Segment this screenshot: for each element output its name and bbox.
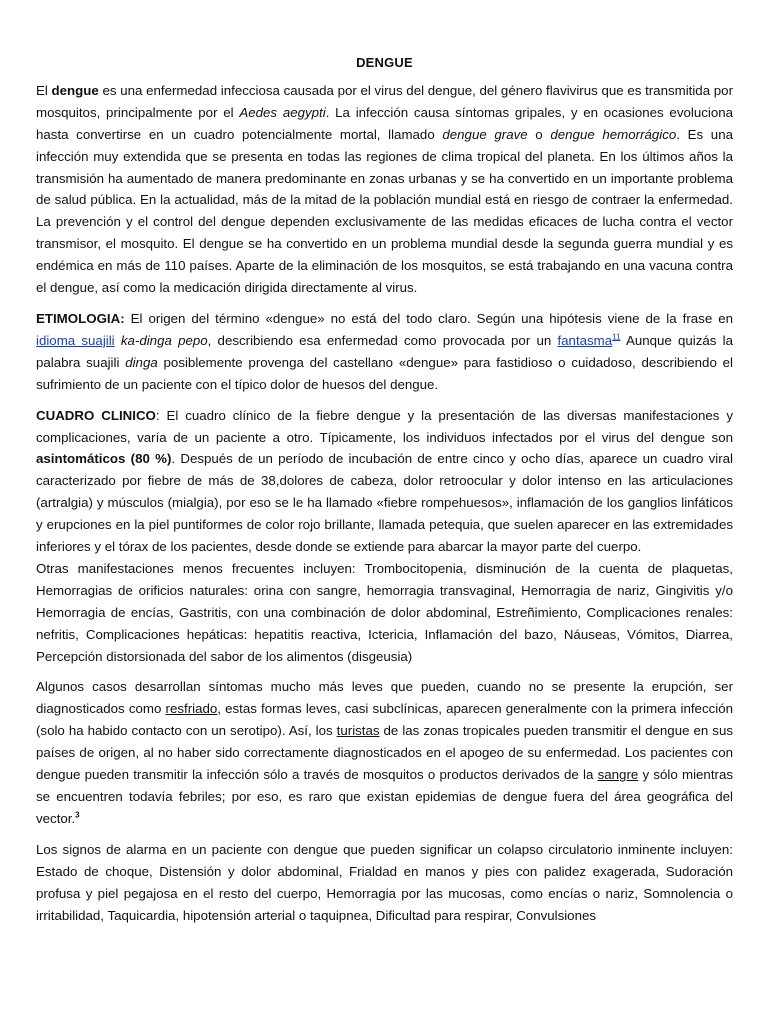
footnote-ref: 3 [75,810,80,820]
fantasma-link[interactable]: fantasma [557,332,613,348]
footnote-ref-link[interactable]: 11 [612,332,621,342]
text-span: . Después de un período de incubación de entre cinco y ocho días, aparece un cuadro viral caracterizado por fiebre de más de 38,dolores de cabeza, dolor retroocular y dolor intenso en las articulaciones (artralgia) y músculos (mialgia), por eso se le ha llamado «fiebre rompehuesos», inflamación de los ganglios linfáticos y erupciones en la piel puntiformes de color rojo brillante, llamada petequia, que suelen aparecer en las extremidades inferiores y el tórax de los pacientes, desde donde se extiende para abarcar la mayor parte del cuerpo. [36,451,733,555]
italic-term: dengue grave [442,126,528,142]
other-manifestations-paragraph: Otras manifestaciones menos frecuentes incluyen: Trombocitopenia, disminución de la cuenta de plaquetas, Hemorragias de orificios naturales: orina con sangre, hemorragia transvaginal, Hemorragia de nariz, Gingivitis y/o Hemorragia de encías, Gastritis, con una combinación de dolor abdominal, Estreñimiento, Complicaciones renales: nefritis, Complicaciones hepáticas: hepatitis reactiva, Ictericia, Inflamación del bazo, Náuseas, Vómitos, Diarrea, Percepción distorsionada del sabor de los alimentos (disgeusia) [36,560,733,664]
etymology-paragraph [36,308,733,396]
text-span: o [527,126,551,142]
text-span: y sólo mientras se encuentren todavía febriles; por eso, es raro que existan epidemias de dengue fuera del área geográfica del vector. [36,767,733,826]
text-span: Aunque quizás la palabra suajili [36,332,733,370]
text-span: Algunos casos desarrollan síntomas mucho más leves que pueden, cuando no se presente la erupción, ser diagnosticados como [36,679,733,717]
mild-cases-paragraph [36,676,733,829]
text-span: , describiendo esa enfermedad como provocada por un [207,332,558,348]
intro-paragraph [36,80,733,299]
text-span: El origen del término «dengue» no está del todo claro. Según una hipótesis viene de la frase en [124,310,733,326]
text-span: de las zonas tropicales pueden transmitir el dengue en sus países de origen, al no haber sido correctamente diagnosticados en el apogeo de su enfermedad. Los pacientes con dengue pueden transmitir la infección sólo a través de mosquitos o productos derivados de la [36,723,733,783]
resfriado-link[interactable]: resfriado [165,701,218,717]
text-span: , estas formas leves, casi subclínicas, aparecen generalmente con la primera infección (solo ha habido contacto con un serotipo). Así, los [36,701,733,739]
text-span: El [36,82,52,98]
sangre-link[interactable]: sangre [597,767,639,783]
section-heading: ETIMOLOGIA: [36,310,125,326]
document-page [36,52,733,926]
bold-term: asintomáticos (80 %) [36,451,172,467]
idioma-suajili-link[interactable]: idioma suajili [36,332,115,348]
document-title: DENGUE [356,55,413,70]
italic-term: ka-dinga pepo [120,332,208,348]
bold-term: dengue [51,82,99,98]
text-span: : El cuadro clínico de la fiebre dengue y la presentación de las diversas manifestaciones y complicaciones, varía de un paciente a otro. Típicamente, los individuos infectados por el virus del dengue son [36,407,733,445]
italic-term: dinga [125,354,158,370]
text-span: . Es una infección muy extendida que se presenta en todas las regiones de clima tropical del planeta. En los últimos años la transmisión ha aumentado de manera predominante en zonas urbanas y se ha convertido en un importante problema de salud pública. En la actualidad, más de la mitad de la población mundial está en riesgo de contraer la enfermedad. La prevención y el control del dengue dependen exclusivamente de las medidas eficaces de lucha contra el vector transmisor, el mosquito. El dengue se ha convertido en un problema mundial desde la segunda guerra mundial y es endémica en más de 110 países. Aparte de la eliminación de los mosquitos, se está trabajando en una vacuna contra el dengue, así como la medicación dirigida directamente al virus. [36,126,733,296]
text-span: posiblemente provenga del castellano «dengue» para fastidioso o cuidadoso, describiendo el sufrimiento de un paciente con el típico dolor de huesos del dengue. [36,354,733,392]
text-span: es una enfermedad infecciosa causada por el virus del dengue, del género flavivirus que es transmitida por mosquitos, principalmente por el [36,82,734,120]
text-span: . La infección causa síntomas gripales, y en ocasiones evoluciona hasta convertirse en un cuadro potencialmente mortal, llamado [36,104,734,142]
section-heading: CUADRO CLINICO [36,407,156,423]
warning-signs-paragraph: Los signos de alarma en un paciente con dengue que pueden significar un colapso circulatorio inminente incluyen: Estado de choque, Distensión y dolor abdominal, Frialdad en manos y pies con palidez exagerada, Sudoración profusa y piel pegajosa en el resto del cuerpo, Hemorragia por las mucosas, como encías o nariz, Somnolencia o irritabilidad, Taquicardia, hipotensión arterial o taquipnea, Dificultad para respirar, Convulsiones [36,841,733,923]
italic-term: Aedes aegypti [239,104,326,120]
turistas-link[interactable]: turistas [336,723,380,739]
italic-term: dengue hemorrágico [550,126,677,142]
clinical-paragraph [36,405,733,558]
